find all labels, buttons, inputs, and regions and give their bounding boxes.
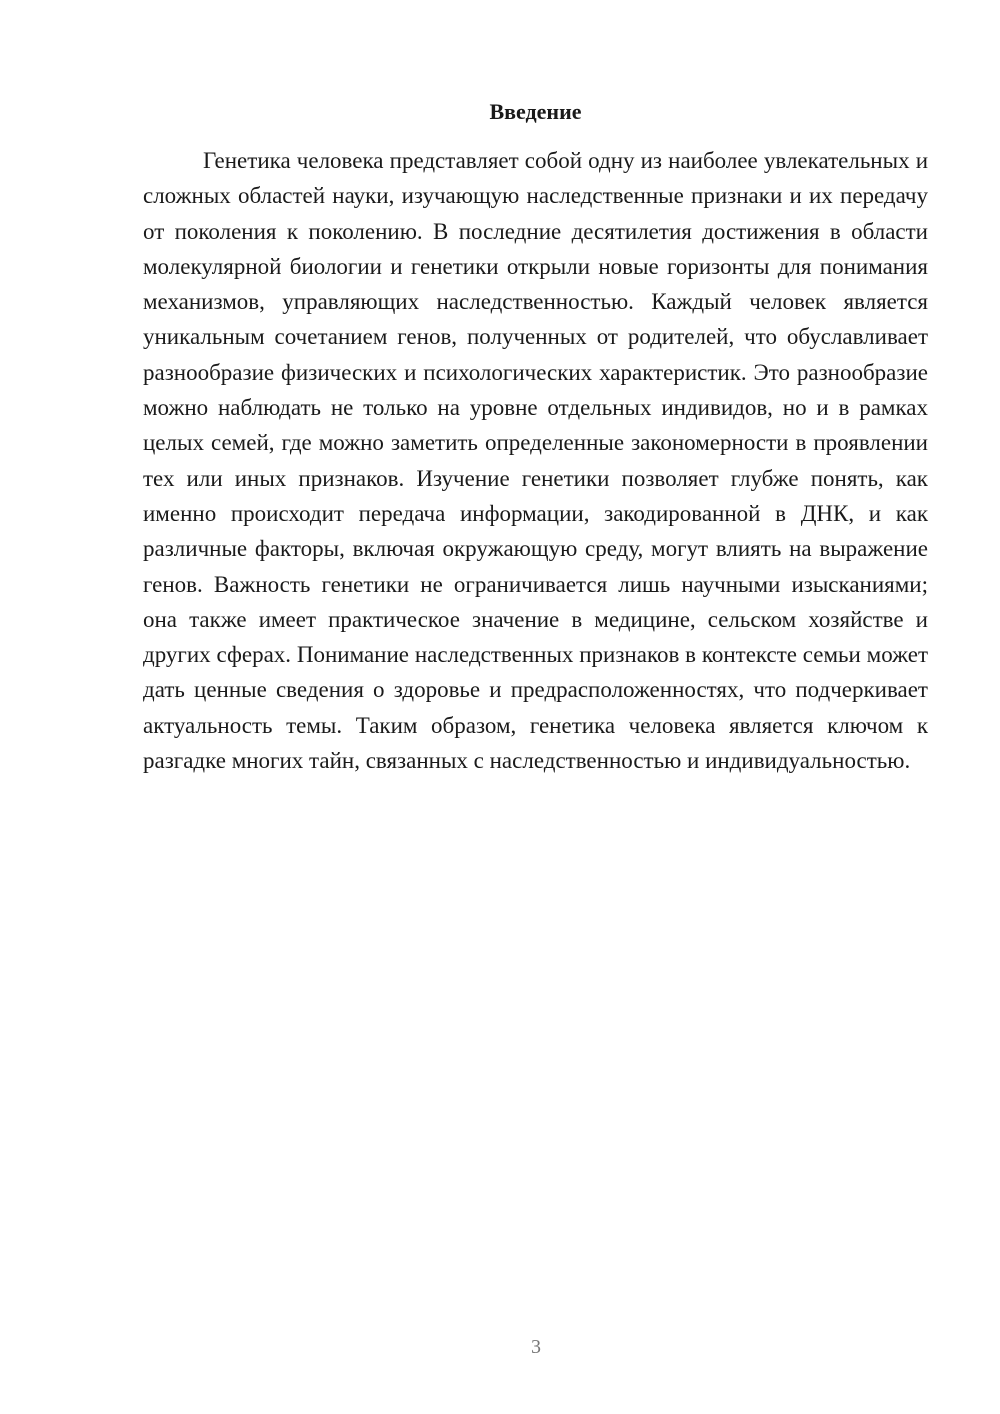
body-paragraph: Генетика человека представляет собой одну из наиболее увлекательных и сложных областей науки, изучающую наследственные признаки и их передачу от поколения к поколению. В последние десятилетия достижения в области молекулярной биологии и генетики открыли новые горизонты для понимания механизмов, управляющих наследственностью. Каждый человек является уникальным сочетанием генов, полученных от родителей, что обуславливает разнообразие физических и психологических характеристик. Это разнообразие можно наблюдать не только на уровне отдельных индивидов, но и в рамках целых семей, где можно заметить определенные закономерности в проявлении тех или иных признаков. Изучение генетики позволяет глубже понять, как именно происходит передача информации, закодированной в ДНК, и как различные факторы, включая окружающую среду, могут влиять на выражение генов. Важность генетики не ограничивается лишь научными изысканиями; она также имеет практическое значение в медицине, сельском хозяйстве и других сферах. Понимание наследственных признаков в контексте семьи может дать ценные сведения о здоровье и предрасположенностях, что подчеркивает актуальность темы. Таким образом, генетика человека является ключом к разгадке многих тайн, связанных с наследственностью и индивидуальностью. xyxy=(143,148,928,774)
page-number: 3 xyxy=(531,1336,541,1358)
section-heading: Введение xyxy=(489,99,582,124)
